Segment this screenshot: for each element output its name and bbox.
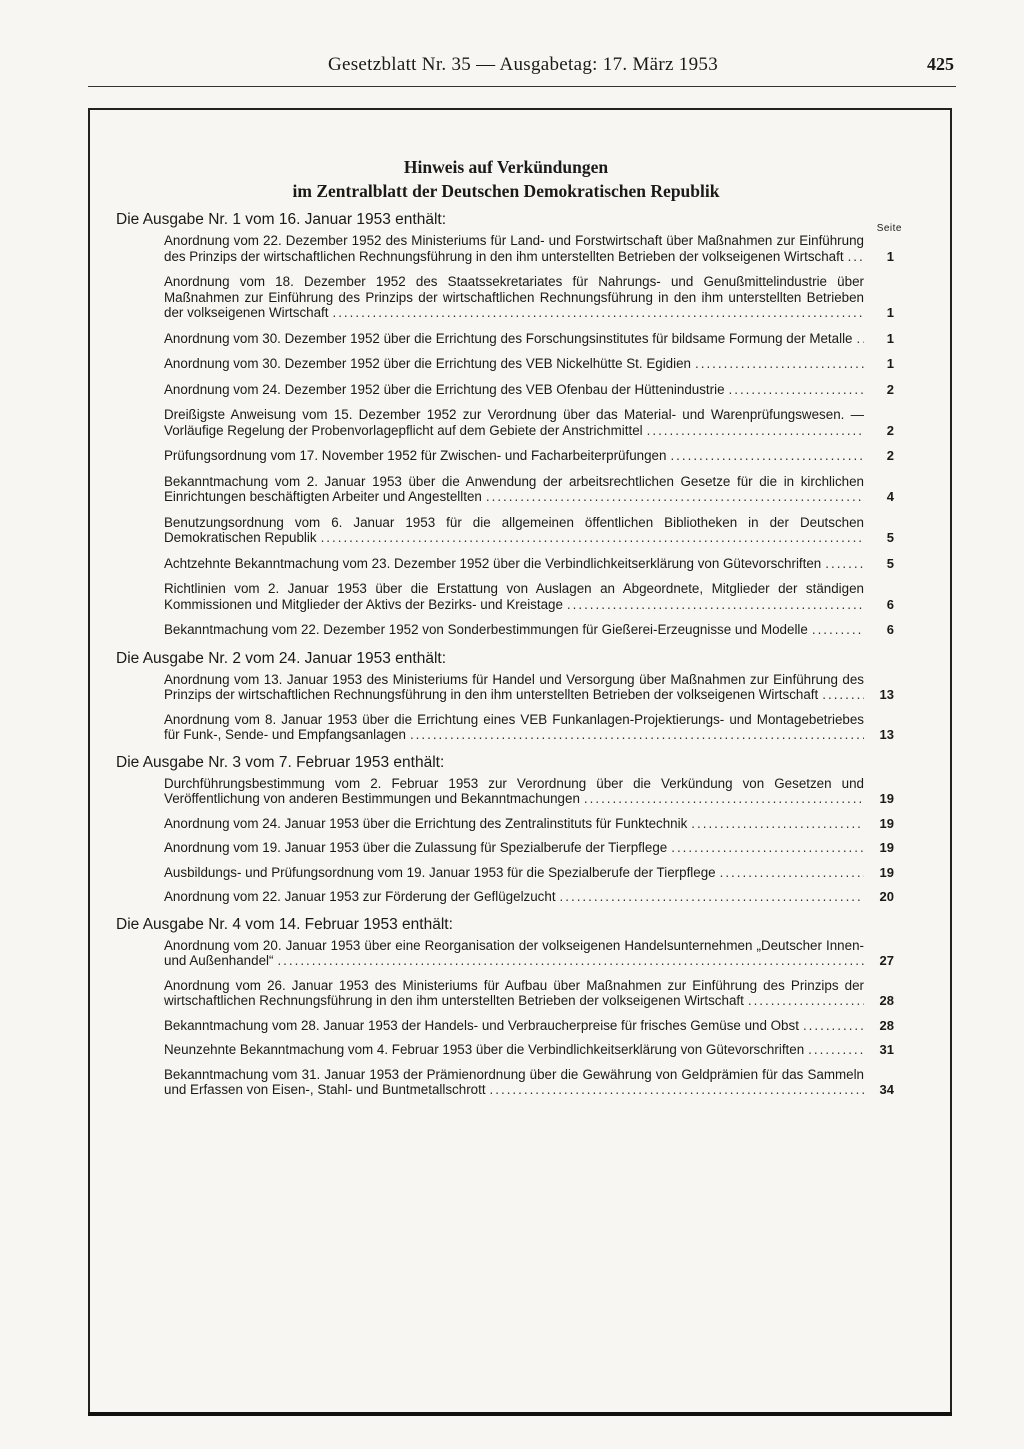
frame-bottom-rule — [88, 1412, 952, 1416]
list-item — [164, 381, 894, 398]
notice-heading-line2: im Zentralblatt der Deutschen Demokratischen Republik — [292, 181, 720, 201]
entry-page-number: 1 — [886, 356, 894, 371]
seite-label: Seite — [876, 223, 902, 234]
entry-text: Bekanntmachung vom 22. Dezember 1952 von Sonderbestimmungen für Gießerei-Erzeugnisse und Modelle ..... — [164, 622, 864, 638]
issue-list — [116, 209, 902, 1098]
entry-text: Anordnung vom 8. Januar 1953 über die Errichtung eines VEB Funkanlagen-Projektierungs- und Montagebetriebes für Funk-, Sende- und Empfangsanlagen ..... — [164, 712, 864, 743]
list-item — [164, 356, 894, 372]
list-item — [164, 1042, 894, 1058]
list-item — [164, 1066, 894, 1098]
notice-heading — [116, 155, 896, 203]
entry-page-number: 34 — [879, 1082, 894, 1097]
list-item — [164, 815, 894, 832]
entry-text: Anordnung vom 30. Dezember 1952 über die Errichtung des VEB Nickelhütte St. Egidien ..... — [164, 356, 864, 372]
page-header — [92, 54, 954, 80]
entry-text: Anordnung vom 22. Dezember 1952 des Ministeriums für Land- und Forstwirtschaft über Maßnahmen zur Einführung des Prinzips der wirtschaftlichen Rechnungsführung in den ihm unterstellten Betrieben der volkseigenen Wirtschaft ..... — [164, 233, 864, 264]
header-page-number: 425 — [927, 54, 954, 74]
issue-section — [116, 648, 896, 743]
issue-heading: Die Ausgabe Nr. 3 vom 7. Februar 1953 enthält: — [116, 753, 445, 771]
entry-page-number: 5 — [886, 555, 894, 571]
entry-text: Anordnung vom 20. Januar 1953 über eine Reorganisation der volkseigenen Handelsunternehmen „Deutscher Innen- und Außenhandel“ ..... — [164, 938, 864, 969]
entry-text: Bekanntmachung vom 28. Januar 1953 der Handels- und Verbraucherpreise für frisches Gemüse und Obst ..... — [164, 1018, 864, 1034]
entry-page-number: 1 — [886, 330, 894, 346]
list-item — [164, 622, 894, 638]
list-item — [164, 864, 894, 881]
list-item — [164, 233, 894, 264]
notice-content — [116, 155, 902, 1107]
issue-section — [116, 209, 902, 638]
list-item — [164, 937, 894, 969]
entry-page-number: 6 — [886, 596, 894, 612]
entry-page-number: 2 — [886, 422, 894, 438]
entry-page-number: 4 — [886, 489, 894, 504]
entry-text: Durchführungsbestimmung vom 2. Februar 1953 zur Verordnung über die Verkündung von Gesetzen und Veröffentlichung von anderen Bestimmungen und Bekanntmachungen ..... — [164, 776, 864, 807]
header-title: Gesetzblatt Nr. 35 — Ausgabetag: 17. März 1953 — [327, 54, 719, 75]
list-item — [164, 977, 894, 1009]
entry-page-number: 13 — [879, 727, 894, 742]
entry-text: Richtlinien vom 2. Januar 1953 über die Erstattung von Auslagen an Abgeordnete, Mitglieder der ständigen Kommissionen und Mitglieder der Aktivs der Bezirks- und Kreistage ..... — [164, 581, 864, 612]
issue-heading: Die Ausgabe Nr. 1 vom 16. Januar 1953 enthält: — [116, 211, 447, 228]
list-item — [164, 1017, 894, 1034]
issue-section — [116, 914, 896, 1098]
issue-heading: Die Ausgabe Nr. 2 vom 24. Januar 1953 enthält: — [116, 649, 447, 667]
entry-page-number: 5 — [886, 530, 894, 545]
entry-text: Bekanntmachung vom 2. Januar 1953 über die Anwendung der arbeitsrechtlichen Gesetze für die in kirchlichen Einrichtungen beschäftigten Arbeiter und Angestellten ..... — [164, 474, 864, 505]
list-item — [164, 840, 894, 856]
list-item — [164, 274, 894, 321]
entry-page-number: 31 — [879, 1042, 894, 1057]
issue-heading: Die Ausgabe Nr. 4 vom 14. Februar 1953 enthält: — [116, 915, 453, 933]
issue-section — [116, 752, 896, 905]
entry-page-number: 1 — [886, 305, 894, 320]
entry-page-number: 2 — [886, 448, 894, 463]
list-item — [164, 581, 894, 612]
entry-text: Anordnung vom 24. Januar 1953 über die Errichtung des Zentralinstituts für Funktechnik ..... — [164, 816, 864, 832]
entry-page-number: 28 — [879, 1017, 894, 1033]
header-rule — [88, 86, 956, 87]
entry-text: Achtzehnte Bekanntmachung vom 23. Dezember 1952 über die Verbindlichkeitserklärung von Gütevorschriften ..... — [164, 556, 864, 572]
entry-text: Anordnung vom 22. Januar 1953 zur Förderung der Geflügelzucht ..... — [164, 889, 864, 905]
entry-text: Bekanntmachung vom 31. Januar 1953 der Prämienordnung über die Gewährung von Geldprämien für das Sammeln und Erfassen von Eisen-, Stahl- und Buntmetallschrott ..... — [164, 1067, 864, 1098]
entry-text: Ausbildungs- und Prüfungsordnung vom 19. Januar 1953 für die Spezialberufe der Tierpflege ..... — [164, 865, 864, 881]
list-item — [164, 473, 894, 505]
entry-page-number: 19 — [879, 791, 894, 806]
notice-heading-line1: Hinweis auf Verkündungen — [403, 157, 609, 177]
entry-page-number: 20 — [879, 889, 894, 904]
list-item — [164, 407, 894, 438]
list-item — [164, 448, 894, 464]
entry-text: Anordnung vom 30. Dezember 1952 über die Errichtung des Forschungsinstitutes für bildsame Formung der Metalle ..... — [164, 331, 864, 347]
entry-text: Anordnung vom 18. Dezember 1952 des Staatssekretariates für Nahrungs- und Genußmittelindustrie über Maßnahmen zur Einführung des Prinzips der wirtschaftlichen Rechnungsführung in den ihm unterstellten Betrieben der volkseigenen Wirtschaft ..... — [164, 274, 864, 321]
list-item — [164, 775, 894, 807]
entry-text: Benutzungsordnung vom 6. Januar 1953 für die allgemeinen öffentlichen Bibliotheken in der Deutschen Demokratischen Republik ..... — [164, 515, 864, 546]
list-item — [164, 555, 894, 572]
list-item — [164, 671, 894, 703]
entry-page-number: 27 — [879, 953, 894, 968]
entry-page-number: 1 — [886, 248, 894, 264]
entry-page-number: 2 — [886, 381, 894, 397]
list-item — [164, 711, 894, 743]
entry-text: Dreißigste Anweisung vom 15. Dezember 1952 zur Verordnung über das Material- und Warenprüfungswesen. — Vorläufige Regelung der Probenvorlagepflicht auf dem Gebiete der Anstrichmittel ..... — [164, 407, 864, 438]
entry-page-number: 28 — [879, 993, 894, 1008]
entry-text: Anordnung vom 26. Januar 1953 des Ministeriums für Aufbau über Maßnahmen zur Einführung des Prinzips der wirtschaftlichen Rechnungsführung in den ihm unterstellten Betrieben der volkseigenen Wirtschaft ..... — [164, 978, 864, 1009]
entry-page-number: 19 — [879, 864, 894, 880]
entry-page-number: 19 — [879, 840, 894, 855]
entry-text: Anordnung vom 13. Januar 1953 des Ministeriums für Handel und Versorgung über Maßnahmen zur Einführung des Prinzips der wirtschaftlichen Rechnungsführung in den ihm unterstellten Betrieben der volkseigenen Wirtschaft ..... — [164, 672, 864, 703]
entry-page-number: 6 — [886, 622, 894, 637]
entry-text: Prüfungsordnung vom 17. November 1952 für Zwischen- und Facharbeiterprüfungen ..... — [164, 448, 864, 464]
entry-page-number: 13 — [879, 687, 894, 702]
entry-text: Anordnung vom 19. Januar 1953 über die Zulassung für Spezialberufe der Tierpflege ..... — [164, 840, 864, 856]
list-item — [164, 889, 894, 905]
list-item — [164, 330, 894, 347]
entry-text: Anordnung vom 24. Dezember 1952 über die Errichtung des VEB Ofenbau der Hüttenindustrie ..... — [164, 382, 864, 398]
entry-text: Neunzehnte Bekanntmachung vom 4. Februar 1953 über die Verbindlichkeitserklärung von Gütevorschriften ..... — [164, 1042, 864, 1058]
entry-page-number: 19 — [879, 815, 894, 831]
list-item — [164, 514, 894, 546]
